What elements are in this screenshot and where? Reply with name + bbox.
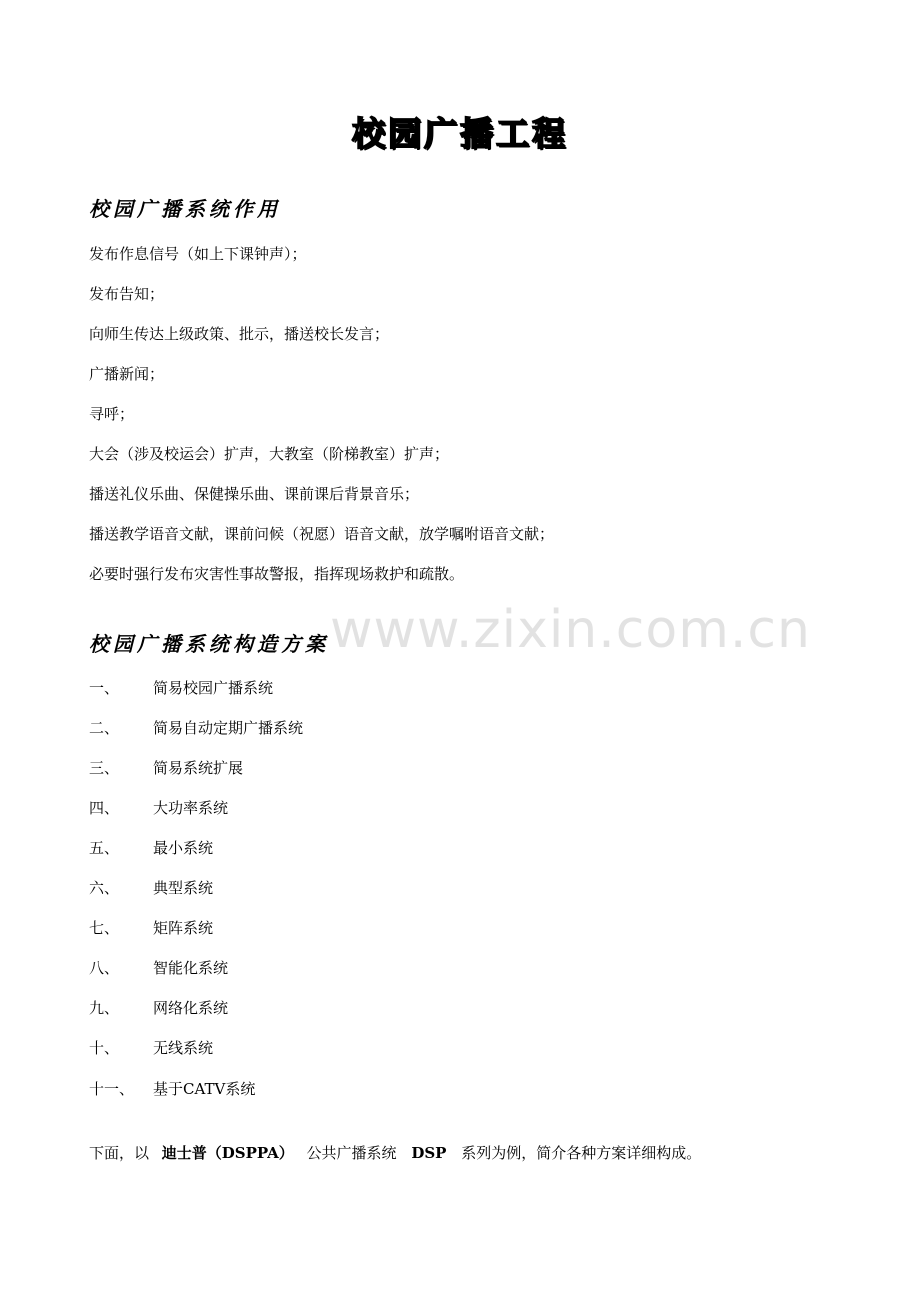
function-line: 播送礼仪乐曲、保健操乐曲、课前课后背景音乐； [89,485,420,503]
list-item: 简易自动定期广播系统 [153,719,304,737]
section-heading-function: 校园广播系统作用 [89,197,281,221]
footer-text: 下面，以 [89,1144,150,1162]
list-item: 典型系统 [153,879,214,897]
list-item: 最小系统 [153,839,214,857]
section-heading-structure: 校园广播系统构造方案 [89,632,329,656]
footer-note [89,1142,701,1163]
list-item-number: 三、 [89,759,120,777]
list-item: 基于CATV系统 [153,1080,256,1098]
list-item: 矩阵系统 [153,919,214,937]
list-item: 大功率系统 [153,799,229,817]
list-item: 智能化系统 [153,959,229,977]
watermark: www.zixin.com.cn [330,600,811,660]
list-item: 简易校园广播系统 [153,679,274,697]
function-line: 发布作息信号（如上下课钟声）； [89,245,307,263]
series-name: DSP [411,1144,447,1162]
footer-text: 公共广播系统 [306,1144,397,1162]
function-line: 寻呼； [89,405,135,423]
list-item-number: 八、 [89,959,120,977]
function-line: 必要时强行发布灾害性事故警报，指挥现场救护和疏散。 [89,565,465,583]
list-item-number: 五、 [89,839,120,857]
page-title: 校园广播工程 [352,114,568,153]
list-item-number: 十、 [89,1039,120,1057]
function-line: 向师生传达上级政策、批示，播送校长发言； [89,325,390,343]
list-item-number: 七、 [89,919,120,937]
function-line: 大会（涉及校运会）扩声，大教室（阶梯教室）扩声； [89,445,450,463]
list-item-number: 十一、 [89,1080,135,1098]
list-item-number: 四、 [89,799,120,817]
list-item-number: 一、 [89,679,120,697]
function-line: 广播新闻； [89,365,165,383]
list-item: 网络化系统 [153,999,229,1017]
footer-text: 系列为例，简介各种方案详细构成。 [461,1144,702,1162]
list-item-number: 六、 [89,879,120,897]
list-item: 简易系统扩展 [153,759,244,777]
list-item-number: 九、 [89,999,120,1017]
function-line: 播送教学语音文献，课前问候（祝愿）语音文献，放学嘱咐语音文献； [89,525,555,543]
list-item-number: 二、 [89,719,120,737]
list-item: 无线系统 [153,1039,214,1057]
function-line: 发布告知； [89,285,165,303]
brand-name: 迪士普（DSPPA） [161,1144,294,1162]
